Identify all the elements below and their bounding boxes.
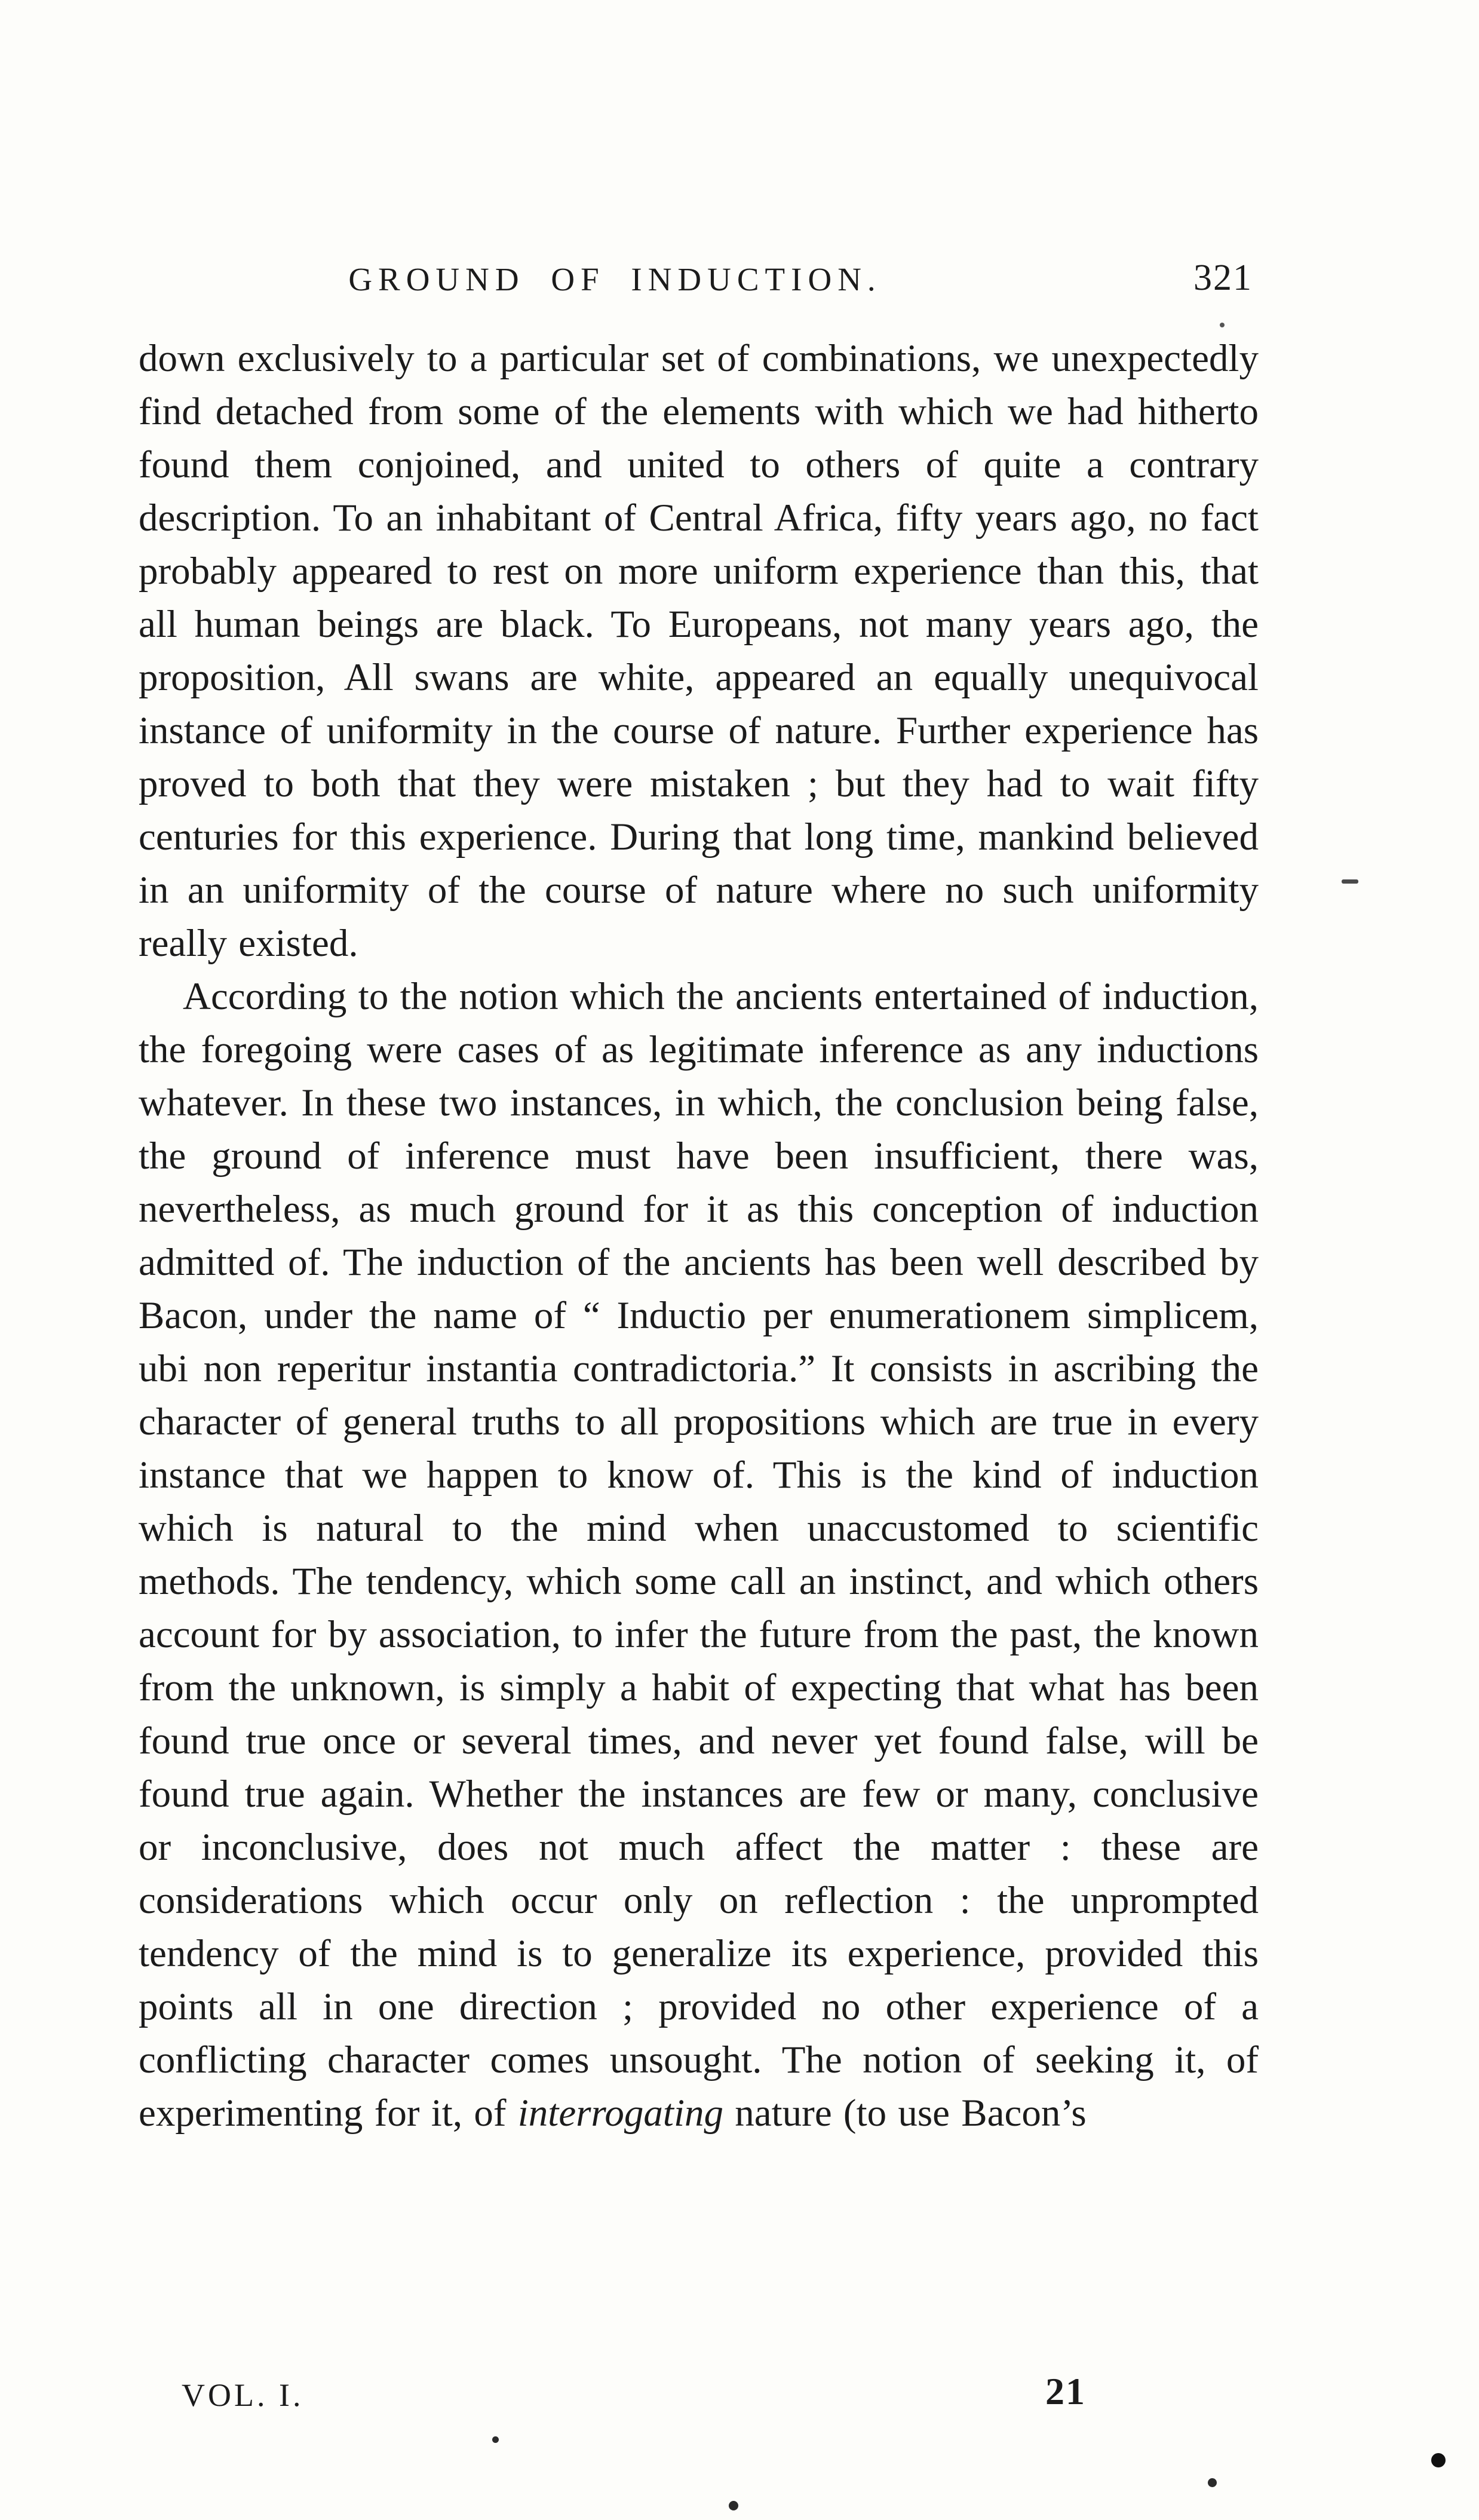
scan-speck xyxy=(492,2436,499,2443)
scan-dash-artifact xyxy=(1342,879,1358,884)
text-run: According to the notion which the ancients entertained of induction, the foregoing were cases of as legitimate inference as any inductions whatever. In these two instances, in which, the conclusion being false, the ground of inference must have been insufficient, there was, nevertheless, as much ground for it as this conception of induction admitted of. The induction of the ancients has been well described by Bacon, under the name of “ Inductio per enumerationem simplicem, ubi non reperitur instantia contradictoria.” It consists in ascribing the character of general truths to all propositions which are true in every instance that we happen to know of. This is the kind of induction which is natural to the mind when unaccustomed to scientific methods. The tendency, which some call an instinct, and which others account for by association, to infer the future from the past, the known from the unknown, is simply a habit of expecting that what has been found true once or several times, and never yet found false, will be found true again. Whether the instances are few or many, conclusive or inconclusive, does not much affect the matter : these are considerations which occur only on reflection : the unprompted tendency of the mind is to generalize its experience, provided this points all in one direction ; provided no other experience of a conflicting character comes unsought. The notion of seeking it, of experimenting for it, of xyxy=(139,975,1259,2135)
text-run: nature (to use Bacon’s xyxy=(723,2092,1087,2135)
running-head-title: GROUND OF INDUCTION. xyxy=(348,261,882,298)
scan-speck xyxy=(1431,2453,1446,2467)
paragraph xyxy=(139,332,1259,970)
italic-text-run: interrogating xyxy=(517,2092,724,2135)
page-number: 321 xyxy=(1193,257,1253,298)
scan-speck xyxy=(1220,323,1225,327)
scan-speck xyxy=(729,2501,738,2510)
page-footer xyxy=(139,2369,1259,2423)
text-run: down exclusively to a particular set of combinations, we unexpectedly find detached from some of the elements with which we had hitherto found them conjoined, and united to others of quite a contrary description. To an inhabitant of Central Africa, fifty years ago, no fact probably appeared to rest on more uniform experience than this, that all human beings are black. To Europeans, not many years ago, the proposition, All swans are white, appeared an equally unequivocal instance of uniformity in the course of nature. Further experience has proved to both that they were mistaken ; but they had to wait fifty centuries for this experience. During that long time, mankind believed in an uniformity of the course of nature where no such uniformity really existed. xyxy=(139,337,1259,965)
scan-speck xyxy=(1208,2478,1217,2487)
text-block xyxy=(139,332,1259,2140)
volume-label: VOL. I. xyxy=(182,2377,304,2413)
signature-number: 21 xyxy=(1045,2370,1086,2412)
page-header xyxy=(139,257,1259,302)
paragraph xyxy=(139,970,1259,2140)
